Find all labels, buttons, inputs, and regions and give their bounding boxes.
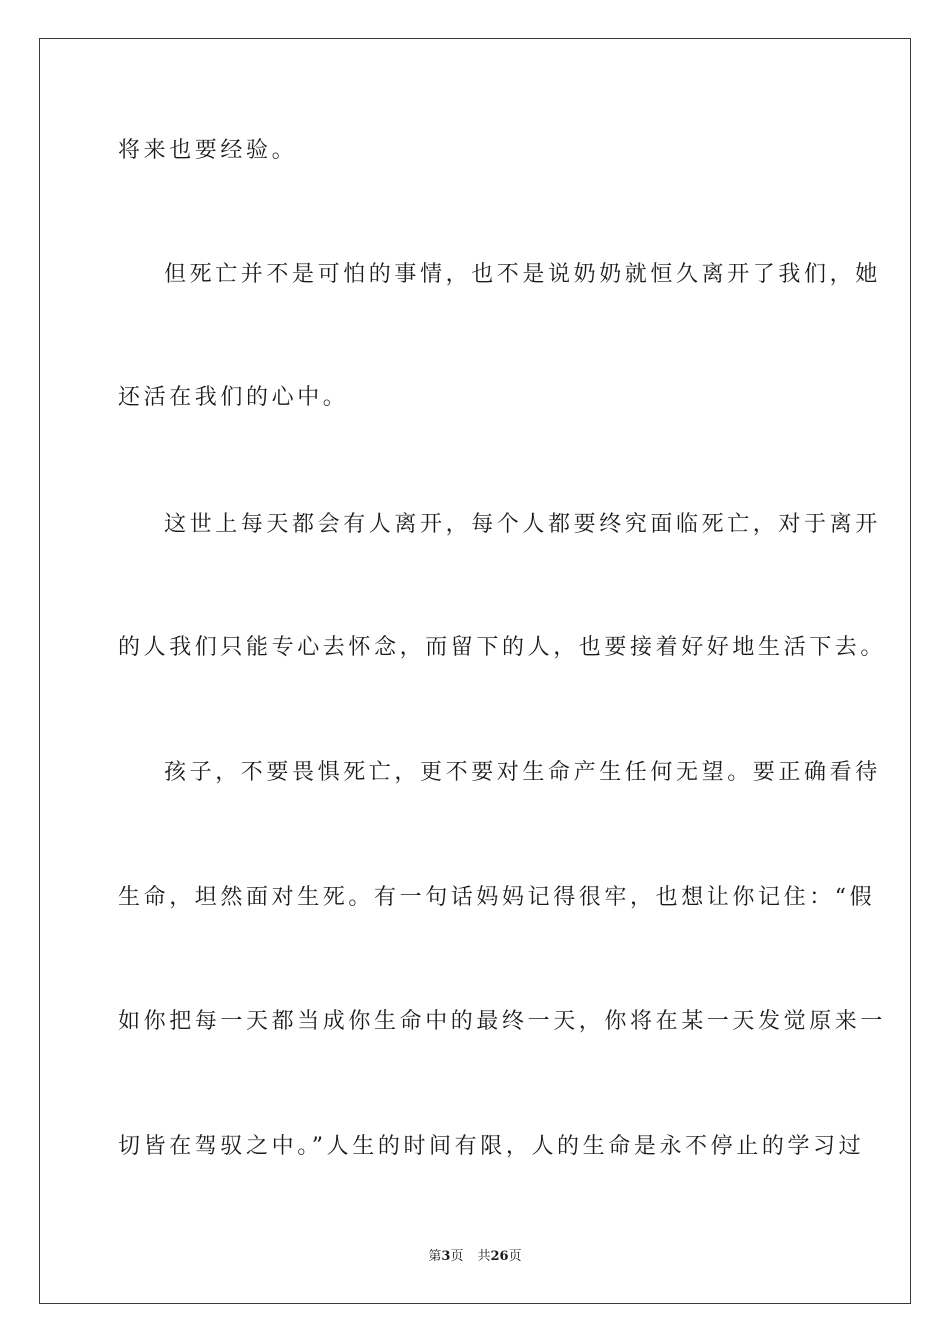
footer-page-prefix: 第 (428, 1249, 442, 1264)
text-line-1: 将来也要经验。 (118, 138, 298, 163)
footer-total-prefix: 共 (477, 1249, 491, 1264)
text-line-6: 孩子，不要畏惧死亡，更不要对生命产生任何无望。要正确看待 (164, 760, 881, 785)
footer-page-number: 3 (441, 1249, 451, 1264)
text-line-8: 如你把每一天都当成你生命中的最终一天，你将在某一天发觉原来一 (118, 1009, 887, 1034)
text-line-9: 切皆在驾驭之中。”人生的时间有限，人的生命是永不停止的学习过 (118, 1134, 865, 1159)
footer-total-pages: 26 (490, 1249, 509, 1264)
page-border (39, 38, 911, 1304)
page-footer (0, 1248, 950, 1266)
text-line-5: 的人我们只能专心去怀念，而留下的人，也要接着好好地生活下去。 (118, 635, 887, 660)
footer-page-suffix: 页 (450, 1249, 464, 1264)
text-line-3: 还活在我们的心中。 (118, 385, 349, 410)
text-line-4: 这世上每天都会有人离开，每个人都要终究面临死亡，对于离开 (164, 512, 881, 537)
footer-total-suffix: 页 (508, 1249, 522, 1264)
text-line-2: 但死亡并不是可怕的事情，也不是说奶奶就恒久离开了我们，她 (164, 262, 881, 287)
text-line-7: 生命，坦然面对生死。有一句话妈妈记得很牢，也想让你记住：“假 (118, 885, 876, 910)
